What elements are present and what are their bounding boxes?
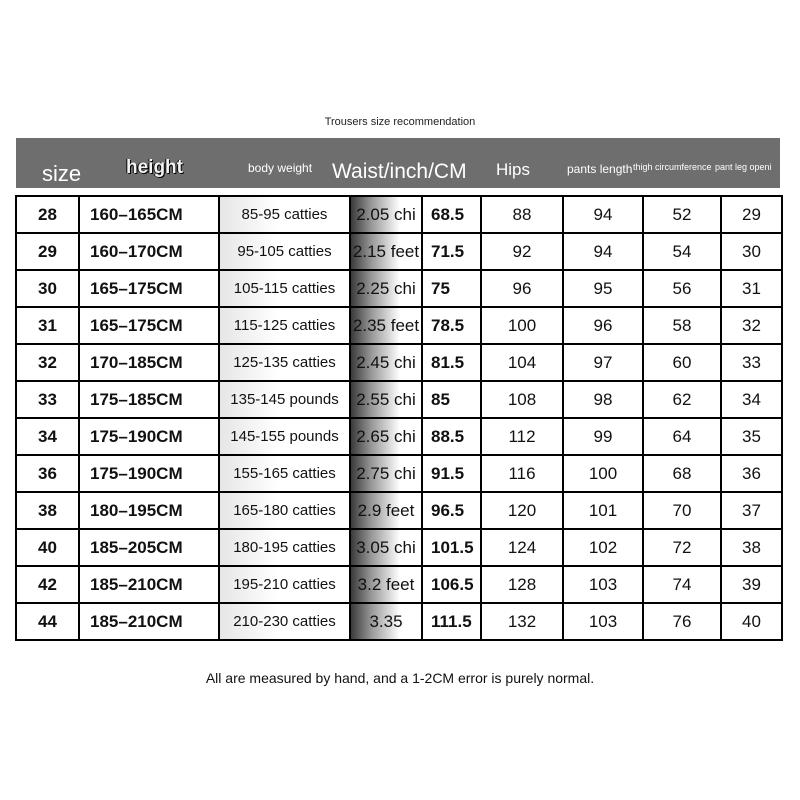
table-row (16, 270, 782, 307)
cell-waist-inch: 2.05 chi (350, 196, 422, 233)
cell-waist-cm: 78.5 (422, 307, 481, 344)
cell-thigh: 70 (643, 492, 721, 529)
cell-weight: 115-125 catties (219, 307, 350, 344)
cell-waist-inch: 2.25 chi (350, 270, 422, 307)
cell-hips: 116 (481, 455, 563, 492)
cell-weight: 95-105 catties (219, 233, 350, 270)
cell-pants-length: 94 (563, 233, 643, 270)
cell-hips: 88 (481, 196, 563, 233)
header-size: size (42, 161, 82, 186)
table-row (16, 418, 782, 455)
header-thigh: thigh circumference (633, 162, 712, 172)
cell-size: 42 (16, 566, 79, 603)
table-row (16, 492, 782, 529)
cell-hips: 112 (481, 418, 563, 455)
cell-weight: 165-180 catties (219, 492, 350, 529)
cell-size: 40 (16, 529, 79, 566)
cell-size: 30 (16, 270, 79, 307)
cell-height: 160–165CM (79, 196, 219, 233)
cell-thigh: 54 (643, 233, 721, 270)
table-row (16, 566, 782, 603)
cell-pants-length: 98 (563, 381, 643, 418)
cell-size: 33 (16, 381, 79, 418)
cell-hips: 108 (481, 381, 563, 418)
cell-thigh: 74 (643, 566, 721, 603)
cell-leg-opening: 33 (721, 344, 782, 381)
cell-pants-length: 101 (563, 492, 643, 529)
cell-size: 44 (16, 603, 79, 640)
cell-leg-opening: 36 (721, 455, 782, 492)
table-title: Trousers size recommendation (324, 116, 476, 128)
cell-hips: 120 (481, 492, 563, 529)
cell-height: 165–175CM (79, 270, 219, 307)
cell-waist-cm: 68.5 (422, 196, 481, 233)
table-row (16, 603, 782, 640)
cell-leg-opening: 39 (721, 566, 782, 603)
header-weight: body weight (248, 161, 313, 175)
cell-weight: 145-155 pounds (219, 418, 350, 455)
cell-waist-inch: 2.35 feet (350, 307, 422, 344)
cell-leg-opening: 37 (721, 492, 782, 529)
cell-waist-inch: 3.05 chi (350, 529, 422, 566)
cell-height: 170–185CM (79, 344, 219, 381)
table-row (16, 529, 782, 566)
cell-waist-inch: 3.35 (350, 603, 422, 640)
cell-height: 185–210CM (79, 566, 219, 603)
cell-weight: 135-145 pounds (219, 381, 350, 418)
cell-height: 175–190CM (79, 418, 219, 455)
cell-waist-cm: 96.5 (422, 492, 481, 529)
cell-leg-opening: 40 (721, 603, 782, 640)
cell-waist-cm: 71.5 (422, 233, 481, 270)
cell-hips: 128 (481, 566, 563, 603)
cell-leg-opening: 38 (721, 529, 782, 566)
cell-waist-inch: 2.55 chi (350, 381, 422, 418)
cell-leg-opening: 34 (721, 381, 782, 418)
cell-thigh: 72 (643, 529, 721, 566)
cell-waist-inch: 2.45 chi (350, 344, 422, 381)
footnote: All are measured by hand, and a 1-2CM error is purely normal. (205, 670, 595, 686)
cell-pants-length: 100 (563, 455, 643, 492)
header-hips: Hips (496, 160, 531, 179)
cell-hips: 96 (481, 270, 563, 307)
cell-thigh: 68 (643, 455, 721, 492)
cell-size: 36 (16, 455, 79, 492)
cell-weight: 125-135 catties (219, 344, 350, 381)
cell-waist-inch: 2.75 chi (350, 455, 422, 492)
cell-waist-cm: 88.5 (422, 418, 481, 455)
cell-height: 185–205CM (79, 529, 219, 566)
header-leg-opening: pant leg openi (715, 162, 772, 172)
size-table-body (16, 196, 782, 640)
cell-leg-opening: 30 (721, 233, 782, 270)
cell-thigh: 62 (643, 381, 721, 418)
cell-weight: 180-195 catties (219, 529, 350, 566)
cell-hips: 124 (481, 529, 563, 566)
cell-thigh: 76 (643, 603, 721, 640)
cell-waist-inch: 2.65 chi (350, 418, 422, 455)
cell-height: 175–185CM (79, 381, 219, 418)
cell-height: 185–210CM (79, 603, 219, 640)
cell-size: 28 (16, 196, 79, 233)
cell-leg-opening: 29 (721, 196, 782, 233)
cell-weight: 85-95 catties (219, 196, 350, 233)
cell-waist-inch: 2.9 feet (350, 492, 422, 529)
cell-pants-length: 96 (563, 307, 643, 344)
cell-weight: 210-230 catties (219, 603, 350, 640)
cell-thigh: 64 (643, 418, 721, 455)
cell-waist-cm: 101.5 (422, 529, 481, 566)
cell-pants-length: 97 (563, 344, 643, 381)
cell-pants-length: 95 (563, 270, 643, 307)
cell-weight: 195-210 catties (219, 566, 350, 603)
cell-waist-inch: 3.2 feet (350, 566, 422, 603)
cell-hips: 132 (481, 603, 563, 640)
cell-waist-cm: 85 (422, 381, 481, 418)
cell-size: 29 (16, 233, 79, 270)
cell-height: 175–190CM (79, 455, 219, 492)
cell-height: 180–195CM (79, 492, 219, 529)
cell-leg-opening: 32 (721, 307, 782, 344)
size-table (15, 195, 783, 641)
cell-size: 34 (16, 418, 79, 455)
cell-hips: 104 (481, 344, 563, 381)
table-row (16, 344, 782, 381)
cell-pants-length: 103 (563, 603, 643, 640)
cell-waist-cm: 81.5 (422, 344, 481, 381)
table-row (16, 233, 782, 270)
cell-pants-length: 94 (563, 196, 643, 233)
cell-hips: 100 (481, 307, 563, 344)
cell-hips: 92 (481, 233, 563, 270)
table-row (16, 381, 782, 418)
table-row (16, 307, 782, 344)
cell-thigh: 60 (643, 344, 721, 381)
cell-waist-cm: 75 (422, 270, 481, 307)
cell-weight: 105-115 catties (219, 270, 350, 307)
cell-pants-length: 99 (563, 418, 643, 455)
header-pants-length: pants length (567, 162, 633, 176)
cell-size: 38 (16, 492, 79, 529)
table-row (16, 455, 782, 492)
cell-leg-opening: 35 (721, 418, 782, 455)
cell-leg-opening: 31 (721, 270, 782, 307)
cell-waist-cm: 111.5 (422, 603, 481, 640)
cell-height: 165–175CM (79, 307, 219, 344)
cell-waist-inch: 2.15 feet (350, 233, 422, 270)
cell-thigh: 52 (643, 196, 721, 233)
cell-waist-cm: 106.5 (422, 566, 481, 603)
cell-size: 32 (16, 344, 79, 381)
header-height: height (126, 157, 183, 178)
table-row (16, 196, 782, 233)
cell-size: 31 (16, 307, 79, 344)
cell-pants-length: 102 (563, 529, 643, 566)
cell-height: 160–170CM (79, 233, 219, 270)
cell-pants-length: 103 (563, 566, 643, 603)
cell-weight: 155-165 catties (219, 455, 350, 492)
cell-thigh: 58 (643, 307, 721, 344)
cell-thigh: 56 (643, 270, 721, 307)
header-waist: Waist/inch/CM (332, 160, 467, 183)
cell-waist-cm: 91.5 (422, 455, 481, 492)
